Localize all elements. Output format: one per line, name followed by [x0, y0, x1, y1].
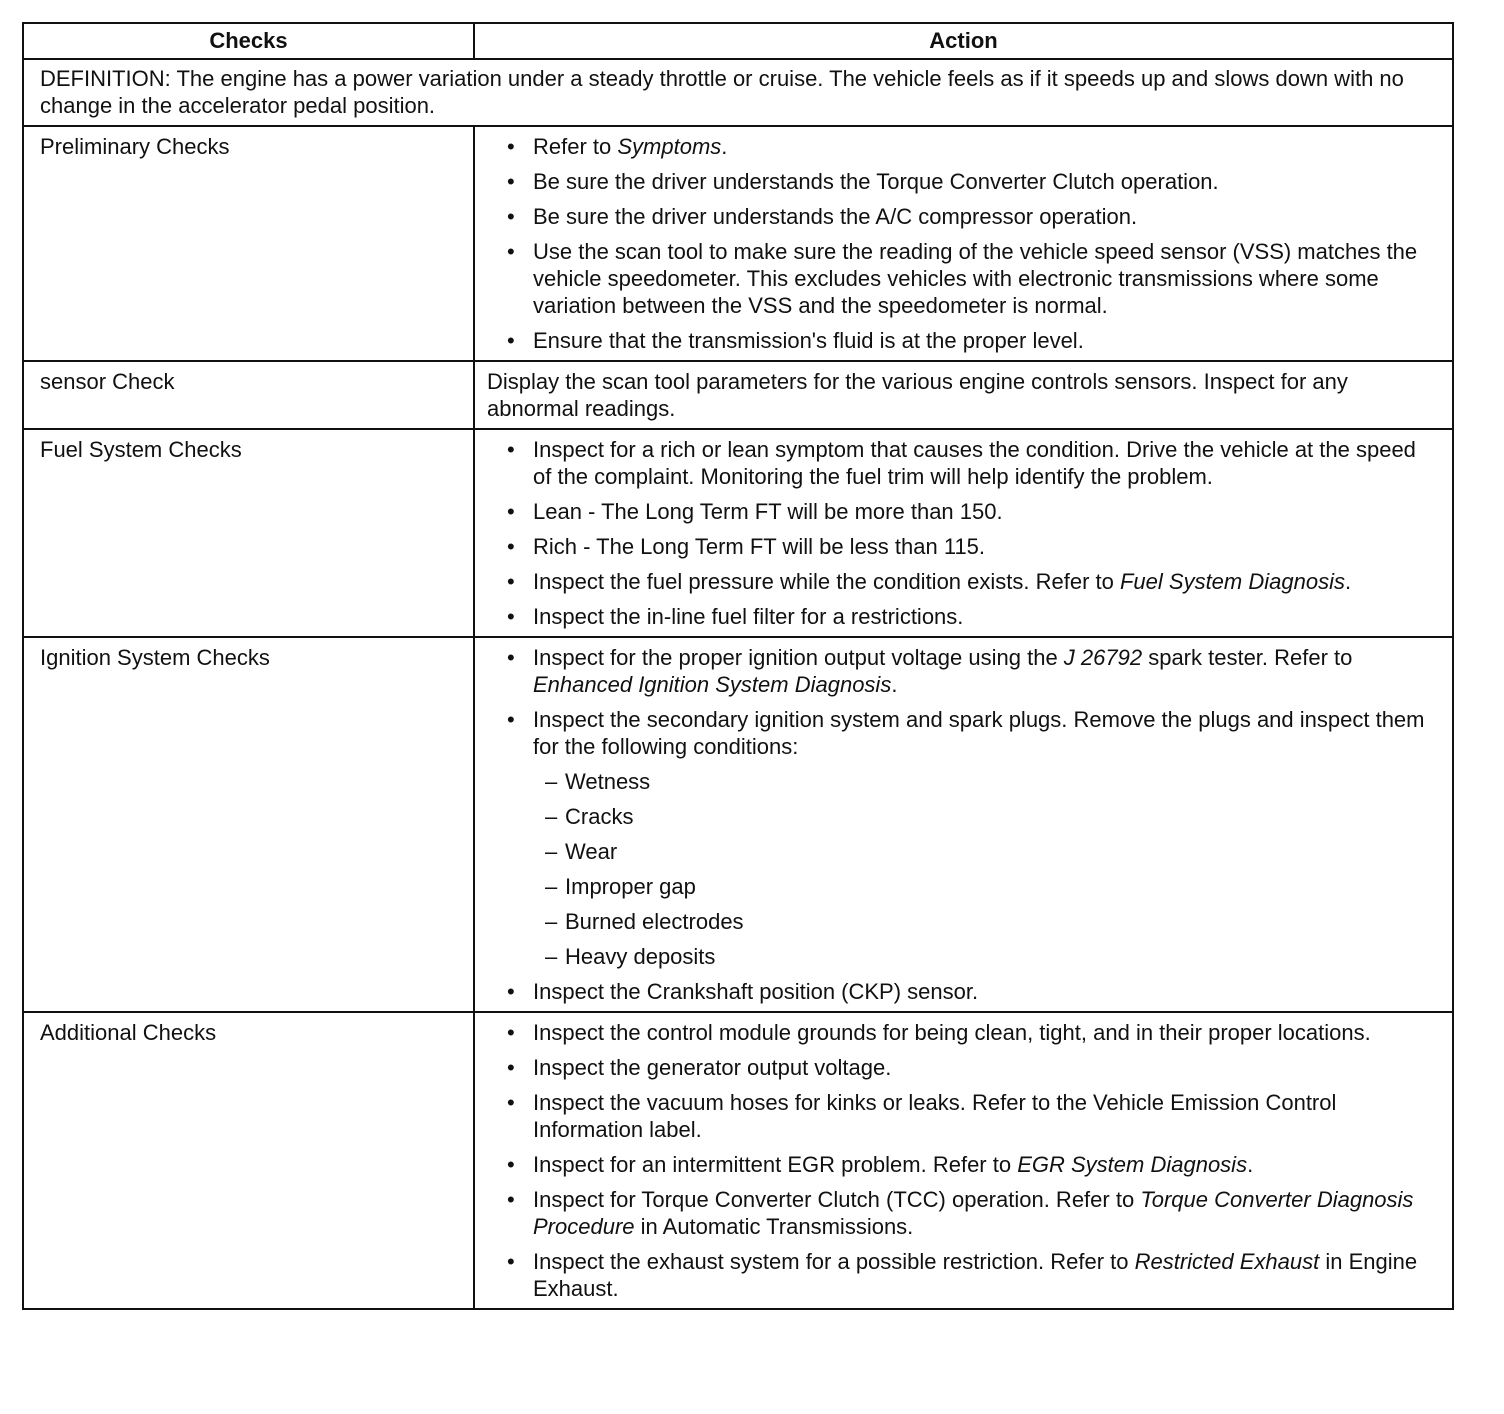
- condition-item: – Heavy deposits: [533, 943, 1440, 970]
- restricted-exhaust-reference: Restricted Exhaust: [1134, 1249, 1320, 1274]
- fuel-system-actions: [474, 429, 1453, 637]
- condition-item: – Burned electrodes: [533, 908, 1440, 935]
- action-header: Action: [474, 23, 1453, 59]
- definition-text: DEFINITION: The engine has a power variation under a steady throttle or cruise. The vehicle feels as if it speeds up and slows down with no change in the accelerator pedal position.: [23, 59, 1453, 126]
- condition-item: – Cracks: [533, 803, 1440, 830]
- list-item: • Inspect the Crankshaft position (CKP) sensor.: [487, 978, 1440, 1005]
- sensor-check-label: sensor Check: [23, 361, 474, 429]
- ignition-system-checks-label: Ignition System Checks: [23, 637, 474, 1012]
- list-item: • Use the scan tool to make sure the reading of the vehicle speed sensor (VSS) matches the vehicle speedometer. This excludes vehicles with electronic transmissions where some variation between the VSS and the speedometer is normal.: [487, 238, 1440, 319]
- ignition-system-actions: [474, 637, 1453, 1012]
- table-row: [23, 637, 1453, 1012]
- table-row: [23, 126, 1453, 361]
- table-row: [23, 361, 1453, 429]
- list-item: • Be sure the driver understands the A/C compressor operation.: [487, 203, 1440, 230]
- list-item: • Inspect the vacuum hoses for kinks or leaks. Refer to the Vehicle Emission Control Information label.: [487, 1089, 1440, 1143]
- table-row: [23, 1012, 1453, 1309]
- table-row: [23, 429, 1453, 637]
- additional-actions: [474, 1012, 1453, 1309]
- condition-item: – Wetness: [533, 768, 1440, 795]
- preliminary-checks-label: Preliminary Checks: [23, 126, 474, 361]
- list-item: • Inspect the in-line fuel filter for a restrictions.: [487, 603, 1440, 630]
- list-item: • Inspect for an intermittent EGR problem. Refer to EGR System Diagnosis.: [487, 1151, 1440, 1178]
- spark-tester-tool: J 26792: [1063, 645, 1143, 670]
- fuel-system-diagnosis-reference: Fuel System Diagnosis: [1119, 569, 1345, 594]
- egr-diagnosis-reference: EGR System Diagnosis: [1017, 1152, 1248, 1177]
- list-item: • Lean - The Long Term FT will be more than 150.: [487, 498, 1440, 525]
- list-item: • Inspect the generator output voltage.: [487, 1054, 1440, 1081]
- list-item: • Inspect the control module grounds for being clean, tight, and in their proper locations.: [487, 1019, 1440, 1046]
- list-item: • Inspect for a rich or lean symptom that causes the condition. Drive the vehicle at the speed of the complaint. Monitoring the fuel trim will help identify the problem.: [487, 436, 1440, 490]
- list-item: • Inspect for the proper ignition output voltage using the J 26792 spark tester. Refer to Enhanced Ignition System Diagnosis.: [487, 644, 1440, 698]
- list-item: • Inspect the exhaust system for a possible restriction. Refer to Restricted Exhaust in Engine Exhaust.: [487, 1248, 1440, 1302]
- list-item: • Inspect the fuel pressure while the condition exists. Refer to Fuel System Diagnosis.: [487, 568, 1440, 595]
- conditions-list: [533, 768, 1440, 970]
- sensor-action: Display the scan tool parameters for the various engine controls sensors. Inspect for any abnormal readings.: [474, 361, 1453, 429]
- definition-row: [23, 59, 1453, 126]
- diagnostic-table: [22, 22, 1454, 1310]
- list-item: • Be sure the driver understands the Torque Converter Clutch operation.: [487, 168, 1440, 195]
- preliminary-actions: [474, 126, 1453, 361]
- tcc-diagnosis-reference: Torque Converter Diagnosis Procedure: [533, 1187, 1414, 1239]
- fuel-system-checks-label: Fuel System Checks: [23, 429, 474, 637]
- list-item: • Refer to Symptoms.: [487, 133, 1440, 160]
- list-item: • Inspect the secondary ignition system and spark plugs. Remove the plugs and inspect them for the following conditions: – Wetness – Cracks – Wear – Improper gap – Burned electrodes – Heavy deposits: [487, 706, 1440, 970]
- enhanced-ignition-reference: Enhanced Ignition System Diagnosis: [533, 672, 892, 697]
- condition-item: – Wear: [533, 838, 1440, 865]
- header-row: [23, 23, 1453, 59]
- checks-header: Checks: [23, 23, 474, 59]
- additional-checks-label: Additional Checks: [23, 1012, 474, 1309]
- condition-item: – Improper gap: [533, 873, 1440, 900]
- list-item: • Inspect for Torque Converter Clutch (TCC) operation. Refer to Torque Converter Diagnosis Procedure in Automatic Transmissions.: [487, 1186, 1440, 1240]
- list-item: • Rich - The Long Term FT will be less than 115.: [487, 533, 1440, 560]
- symptoms-reference: Symptoms: [617, 134, 722, 159]
- list-item: • Ensure that the transmission's fluid is at the proper level.: [487, 327, 1440, 354]
